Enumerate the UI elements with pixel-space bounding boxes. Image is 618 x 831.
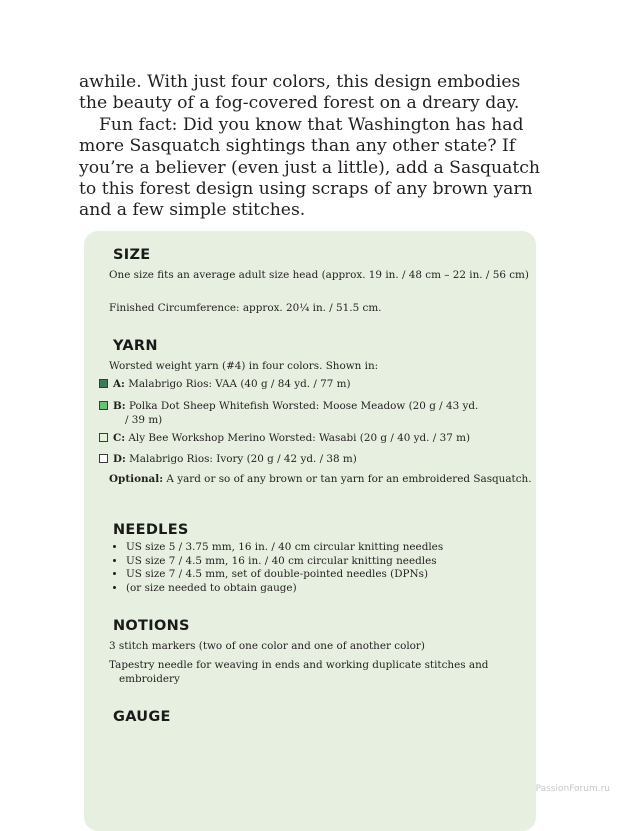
yarn-color-d-label: D:: [113, 453, 126, 465]
list-item: • (or size needed to obtain gauge): [126, 582, 526, 596]
notions-line-1: 3 stitch markers (two of one color and one of another color): [109, 640, 425, 652]
swatch-c-icon: [99, 433, 108, 442]
list-item: • US size 5 / 3.75 mm, 16 in. / 40 cm circular knitting needles: [126, 541, 526, 555]
yarn-color-a-label: A:: [113, 378, 125, 390]
yarn-color-c-text: Aly Bee Workshop Merino Worsted: Wasabi (20 g / 40 yd. / 37 m): [128, 432, 471, 444]
notions-line-2: Tapestry needle for weaving in ends and working duplicate stitches and embroidery: [109, 659, 489, 685]
yarn-heading: YARN: [113, 338, 158, 354]
size-line-1: One size fits an average adult size head (approx. 19 in. / 48 cm – 22 in. / 56 cm): [109, 269, 529, 281]
list-item: • US size 7 / 4.5 mm, 16 in. / 40 cm circular knitting needles: [126, 555, 526, 569]
yarn-color-b-cont: / 39 m): [125, 413, 163, 426]
intro-text: [79, 72, 549, 222]
swatch-a-icon: [99, 379, 108, 388]
gauge-heading: GAUGE: [113, 709, 171, 725]
yarn-intro: Worsted weight yarn (#4) in four colors. Shown in:: [109, 360, 379, 372]
needles-heading: NEEDLES: [113, 522, 189, 538]
notions-heading: NOTIONS: [113, 618, 190, 634]
size-heading: SIZE: [113, 247, 151, 263]
yarn-color-b: [99, 400, 529, 427]
yarn-optional-label: Optional:: [109, 473, 164, 485]
yarn-color-c: [99, 432, 529, 446]
watermark: PassionForum.ru: [535, 784, 610, 794]
intro-paragraph-2: Fun fact: Did you know that Washington has had more Sasquatch sightings than any other state? If you’re a believer (even just a little), add a Sasquatch to this forest design using scraps of any brown yarn and a few simple stitches.: [79, 114, 540, 221]
swatch-b-icon: [99, 401, 108, 410]
yarn-color-c-label: C:: [113, 432, 126, 444]
intro-paragraph-1: awhile. With just four colors, this design embodies the beauty of a fog-covered forest on a dreary day.: [79, 72, 521, 114]
yarn-color-d-text: Malabrigo Rios: Ivory (20 g / 42 yd. / 38 m): [129, 453, 357, 465]
yarn-color-d: [99, 453, 529, 467]
yarn-color-a: [99, 378, 529, 392]
swatch-d-icon: [99, 454, 108, 463]
list-item: • US size 7 / 4.5 mm, set of double-pointed needles (DPNs): [126, 568, 526, 582]
yarn-color-b-label: B:: [113, 400, 126, 412]
yarn-optional: [109, 473, 539, 487]
yarn-color-b-text: Polka Dot Sheep Whitefish Worsted: Moose Meadow (20 g / 43 yd.: [128, 400, 479, 412]
yarn-optional-text: A yard or so of any brown or tan yarn for an embroidered Sasquatch.: [166, 473, 532, 485]
size-line-2: Finished Circumference: approx. 20¼ in. / 51.5 cm.: [109, 302, 382, 314]
yarn-color-a-text: Malabrigo Rios: VAA (40 g / 84 yd. / 77 m): [128, 378, 351, 390]
needles-list: [113, 541, 526, 595]
